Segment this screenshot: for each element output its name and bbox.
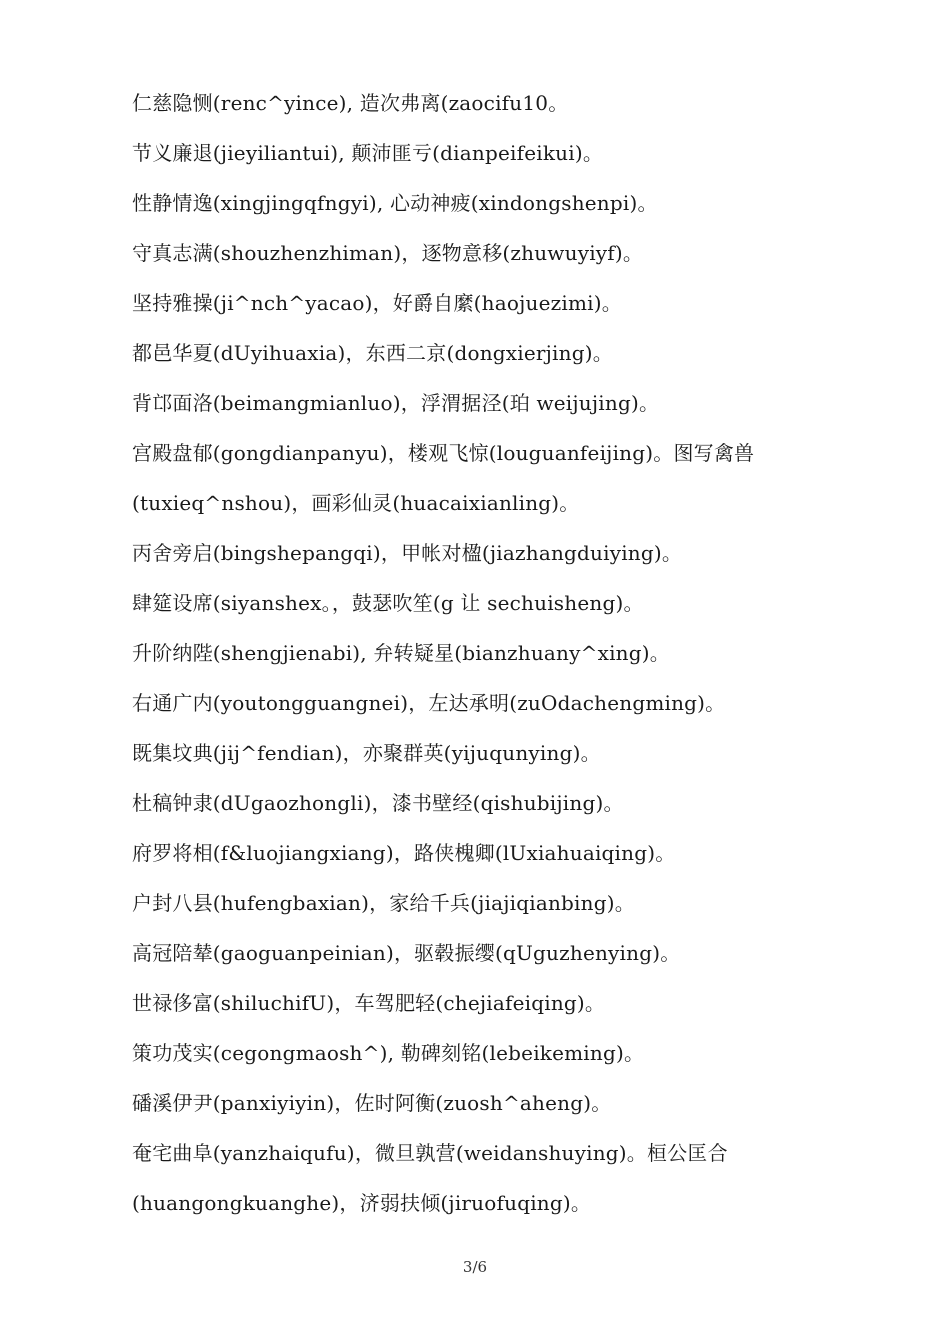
text-line: 磻溪伊尹(panxiyiyin)，佐时阿衡(zuosh^aheng)。 <box>132 1091 612 1115</box>
text-line: 策功茂实(cegongmaosh^), 勒碑刻铭(lebeikeming)。 <box>132 1041 645 1065</box>
text-line: 高冠陪辇(gaoguanpeinian)，驱毂振缨(qUguzhenying)。 <box>132 941 681 965</box>
text-line: 杜稿钟隶(dUgaozhongli)，漆书壁经(qishubijing)。 <box>132 791 624 815</box>
text-line: 奄宅曲阜(yanzhaiqufu)，微旦孰营(weidanshuying)。桓公匡合 <box>132 1141 728 1165</box>
text-line: 守真志满(shouzhenzhiman)，逐物意移(zhuwuyiyf)。 <box>132 241 644 265</box>
text-line: 既集坟典(jij^fendian)，亦聚群英(yijuqunying)。 <box>132 741 601 765</box>
page-number: 3/6 <box>462 1258 488 1276</box>
text-line: 丙舍旁启(bingshepangqi)，甲帐对楹(jiazhangduiying)。 <box>132 541 683 565</box>
text-line: 户封八县(hufengbaxian)，家给千兵(jiajiqianbing)。 <box>132 891 635 915</box>
text-line: 都邑华夏(dUyihuaxia)，东西二京(dongxierjing)。 <box>132 341 613 365</box>
text-line: 节义廉退(jieyiliantui), 颠沛匪亏(dianpeifeikui)。 <box>132 141 604 165</box>
text-line: 仁慈隐恻(renc^yince), 造次弗离(zaocifu10。 <box>132 91 569 115</box>
text-line: 世禄侈富(shiluchifU)，车驾肥轻(chejiafeiqing)。 <box>132 991 606 1015</box>
text-line: 府罗将相(f&luojiangxiang)，路侠槐卿(lUxiahuaiqing)。 <box>132 841 676 865</box>
text-line: 坚持雅操(ji^nch^yacao)，好爵自縻(haojuezimi)。 <box>132 291 622 315</box>
text-line: 背邙面洛(beimangmianluo)，浮渭据泾(珀 weijujing)。 <box>132 391 660 415</box>
text-body <box>132 78 772 1228</box>
text-line: 升阶纳陛(shengjienabi), 弁转疑星(bianzhuany^xing)。 <box>132 641 670 665</box>
text-line: (huangongkuanghe)，济弱扶倾(jiruofuqing)。 <box>132 1191 592 1215</box>
text-line: 性静情逸(xingjingqfngyi), 心动神疲(xindongshenpi)。 <box>132 191 658 215</box>
text-line: 右通广内(youtongguangnei)，左达承明(zuOdachengming)。 <box>132 691 726 715</box>
text-line: 宫殿盘郁(gongdianpanyu)，楼观飞惊(louguanfeijing)。图写禽兽 <box>132 441 755 465</box>
text-line: (tuxieq^nshou)，画彩仙灵(huacaixianling)。 <box>132 491 580 515</box>
text-line: 肆筵设席(siyanshex。，鼓瑟吹笙(g 让 sechuisheng)。 <box>132 591 644 615</box>
